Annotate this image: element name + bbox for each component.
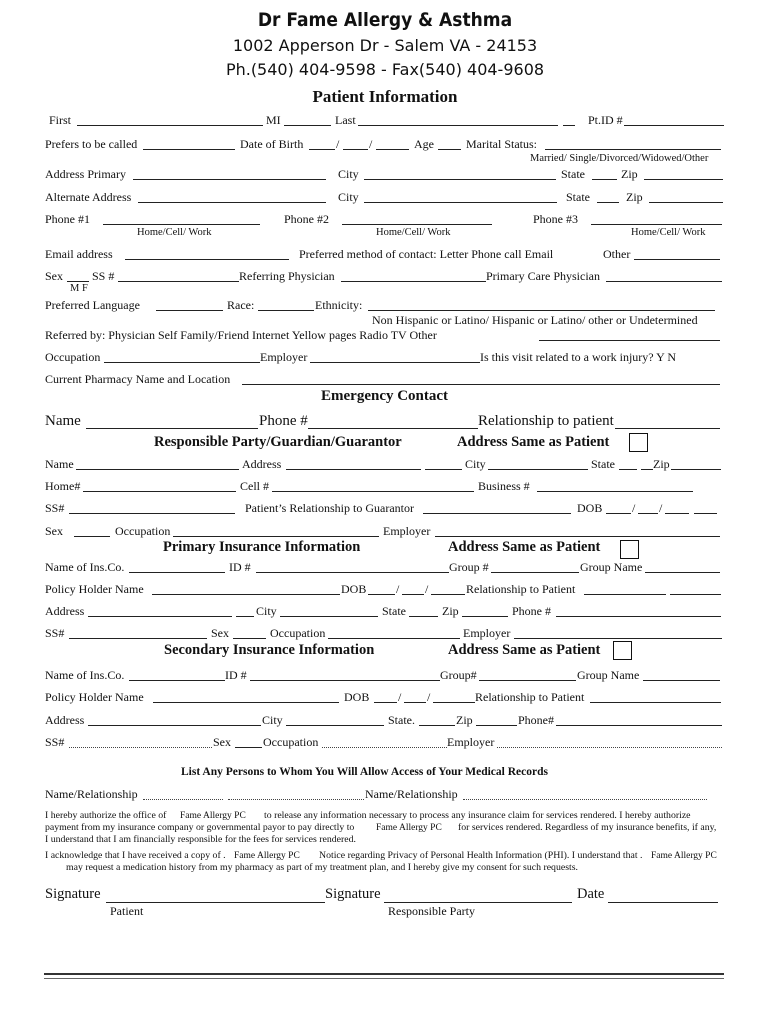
date-field[interactable] bbox=[608, 902, 718, 903]
pri-holder-label: Policy Holder Name bbox=[45, 582, 144, 596]
primary-ins-same-address-label: Address Same as Patient bbox=[448, 539, 601, 555]
pri-zip-label: Zip bbox=[442, 604, 459, 618]
resp-ss-field[interactable] bbox=[69, 513, 235, 514]
resp-zip-lead-field[interactable] bbox=[641, 469, 653, 470]
consent-line1-b: to release any information necessary to process any insurance claim for services rendered. I hereby authorize bbox=[264, 810, 691, 821]
email-field[interactable] bbox=[125, 259, 289, 260]
resp-dob-day-field[interactable] bbox=[638, 513, 658, 514]
resp-dob-slash-2: / bbox=[659, 501, 663, 515]
sec-relationship-field[interactable] bbox=[590, 702, 721, 703]
alternate-address-label: Alternate Address bbox=[45, 190, 132, 204]
consent-line3: I understand that I am financially responsible for the fees for services rendered. bbox=[45, 834, 356, 845]
pri-dob-day-field[interactable] bbox=[402, 594, 424, 595]
resp-home-field[interactable] bbox=[83, 491, 236, 492]
mi-field[interactable] bbox=[284, 125, 331, 126]
pri-employer-field[interactable] bbox=[514, 638, 722, 639]
footer-rule-thin bbox=[44, 978, 724, 979]
pri-id-field[interactable] bbox=[256, 572, 449, 573]
secondary-ins-same-address-checkbox[interactable] bbox=[613, 641, 632, 660]
pri-sex-field[interactable] bbox=[233, 638, 266, 639]
pri-relationship-field[interactable] bbox=[584, 594, 666, 595]
phone2-label: Phone #2 bbox=[284, 212, 329, 226]
dob-day-field[interactable] bbox=[343, 149, 368, 150]
access-title: List Any Persons to Whom You Will Allow Access of Your Medical Records bbox=[181, 766, 548, 778]
consent-line2-a: payment from my insurance company or governmental payor to pay directly to bbox=[45, 822, 355, 833]
practice-phone-fax: Ph.(540) 404-9598 - Fax(540) 404-9608 bbox=[225, 60, 545, 79]
pharmacy-field[interactable] bbox=[242, 384, 720, 385]
race-field[interactable] bbox=[258, 310, 314, 311]
pri-insco-field[interactable] bbox=[129, 572, 225, 573]
resp-home-label: Home# bbox=[45, 479, 81, 493]
pri-dob-label: DOB bbox=[341, 582, 367, 596]
pri-id-label: ID # bbox=[229, 560, 251, 574]
pri-dob-month-field[interactable] bbox=[368, 594, 395, 595]
pri-state-field[interactable] bbox=[409, 616, 438, 617]
ack-practice-1: Fame Allergy PC bbox=[234, 851, 300, 861]
sec-holder-field[interactable] bbox=[153, 702, 339, 703]
consent-practice-2: Fame Allergy PC bbox=[376, 823, 442, 833]
prefers-label: Prefers to be called bbox=[45, 137, 138, 151]
pri-insco-label: Name of Ins.Co. bbox=[45, 560, 125, 574]
ethnicity-label: Ethnicity: bbox=[315, 298, 363, 312]
pri-group-name-label: Group Name bbox=[580, 560, 643, 574]
responsible-title: Responsible Party/Guardian/Guarantor bbox=[154, 434, 402, 450]
phone2-field[interactable] bbox=[342, 224, 492, 225]
dob-slash-2: / bbox=[369, 137, 373, 151]
responsible-same-address-checkbox[interactable] bbox=[629, 433, 648, 452]
zip-field[interactable] bbox=[644, 179, 723, 180]
access-name-rel-field-2[interactable] bbox=[463, 799, 707, 800]
phone3-field[interactable] bbox=[591, 224, 722, 225]
resp-cell-label: Cell # bbox=[240, 479, 269, 493]
resp-relationship-field[interactable] bbox=[423, 513, 571, 514]
age-label: Age bbox=[414, 137, 434, 151]
marital-options: Married/ Single/Divorced/Widowed/Other bbox=[530, 153, 709, 164]
pri-dob-slash-2: / bbox=[425, 582, 429, 596]
pri-holder-field[interactable] bbox=[152, 594, 340, 595]
dob-label: Date of Birth bbox=[240, 137, 304, 151]
responsible-signature-label: Signature bbox=[325, 886, 381, 902]
sec-group-label: Group# bbox=[440, 668, 477, 682]
contact-other-label: Other bbox=[603, 247, 631, 261]
resp-sex-label: Sex bbox=[45, 524, 63, 538]
practice-address: 1002 Apperson Dr - Salem VA - 24153 bbox=[232, 36, 538, 55]
sec-group-name-label: Group Name bbox=[577, 668, 640, 682]
sec-occupation-field[interactable] bbox=[322, 747, 447, 748]
sec-state-label: State. bbox=[388, 713, 415, 727]
sec-state-field[interactable] bbox=[419, 725, 455, 726]
sec-address-label: Address bbox=[45, 713, 85, 727]
resp-address-field[interactable] bbox=[286, 469, 421, 470]
pri-address-extra-field[interactable] bbox=[236, 616, 254, 617]
emergency-relationship-label: Relationship to patient bbox=[478, 413, 614, 429]
sec-employer-label: Employer bbox=[447, 735, 495, 749]
employer-label: Employer bbox=[260, 350, 308, 364]
sec-dob-year-field[interactable] bbox=[433, 702, 475, 703]
date-label: Date bbox=[577, 886, 605, 902]
sec-group-field[interactable] bbox=[479, 680, 576, 681]
sec-dob-label: DOB bbox=[344, 690, 370, 704]
emergency-phone-field[interactable] bbox=[308, 428, 478, 429]
occupation-label: Occupation bbox=[45, 350, 101, 364]
city-field[interactable] bbox=[364, 179, 556, 180]
phone1-label: Phone #1 bbox=[45, 212, 90, 226]
resp-name-label: Name bbox=[45, 457, 74, 471]
pri-group-field[interactable] bbox=[491, 572, 579, 573]
sec-dob-day-field[interactable] bbox=[404, 702, 426, 703]
sec-sex-field[interactable] bbox=[235, 747, 262, 748]
sec-ss-field[interactable] bbox=[69, 747, 212, 748]
pri-relationship-label: Relationship to Patient bbox=[466, 582, 576, 596]
alt-state-label: State bbox=[566, 190, 590, 204]
ack-line2: may request a medication history from my pharmacy as part of my treatment plan, and I hereby give my consent for such requests. bbox=[66, 862, 579, 873]
emergency-relationship-field[interactable] bbox=[615, 428, 720, 429]
sec-dob-slash-1: / bbox=[398, 690, 402, 704]
resp-dob-slash-1: / bbox=[632, 501, 636, 515]
responsible-signature-field[interactable] bbox=[384, 902, 572, 903]
sec-insco-label: Name of Ins.Co. bbox=[45, 668, 125, 682]
alternate-address-field[interactable] bbox=[138, 202, 326, 203]
resp-ss-label: SS# bbox=[45, 501, 65, 515]
pri-ss-label: SS# bbox=[45, 626, 65, 640]
sec-group-name-field[interactable] bbox=[643, 680, 720, 681]
sec-insco-field[interactable] bbox=[129, 680, 225, 681]
pri-ss-field[interactable] bbox=[69, 638, 207, 639]
resp-zip-field[interactable] bbox=[671, 469, 721, 470]
patient-signature-label: Signature bbox=[45, 886, 101, 902]
pri-dob-slash-1: / bbox=[396, 582, 400, 596]
pri-group-name-field[interactable] bbox=[645, 572, 720, 573]
pri-employer-label: Employer bbox=[463, 626, 511, 640]
last-name-suffix-field[interactable] bbox=[563, 125, 575, 126]
sex-options: M F bbox=[70, 283, 88, 294]
resp-dob-month-field[interactable] bbox=[606, 513, 631, 514]
pt-id-label: Pt.ID # bbox=[588, 113, 623, 127]
language-field[interactable] bbox=[156, 310, 223, 311]
pharmacy-label: Current Pharmacy Name and Location bbox=[45, 372, 231, 386]
sec-phone-field[interactable] bbox=[556, 725, 722, 726]
dob-slash-1: / bbox=[336, 137, 340, 151]
language-label: Preferred Language bbox=[45, 298, 140, 312]
contact-other-field[interactable] bbox=[634, 259, 720, 260]
phone1-field[interactable] bbox=[103, 224, 260, 225]
resp-state-label: State bbox=[591, 457, 615, 471]
referring-label: Referring Physician bbox=[239, 269, 335, 283]
address-primary-label: Address Primary bbox=[45, 167, 126, 181]
sec-dob-slash-2: / bbox=[427, 690, 431, 704]
responsible-party-caption: Responsible Party bbox=[388, 904, 475, 918]
sec-sex-label: Sex bbox=[213, 735, 231, 749]
pri-address-field[interactable] bbox=[88, 616, 232, 617]
city-label: City bbox=[338, 167, 359, 181]
ethnicity-options: Non Hispanic or Latino/ Hispanic or Latino/ other or Undetermined bbox=[372, 313, 698, 327]
sec-address-field[interactable] bbox=[88, 725, 261, 726]
alt-city-field[interactable] bbox=[364, 202, 557, 203]
alt-zip-label: Zip bbox=[626, 190, 643, 204]
resp-occupation-label: Occupation bbox=[115, 524, 171, 538]
resp-relationship-label: Patient’s Relationship to Guarantor bbox=[245, 501, 414, 515]
footer-rule-thick bbox=[44, 973, 724, 975]
sec-employer-field[interactable] bbox=[497, 747, 722, 748]
alt-zip-field[interactable] bbox=[649, 202, 723, 203]
work-injury-question: Is this visit related to a work injury? Y N bbox=[480, 350, 677, 364]
prefers-field[interactable] bbox=[143, 149, 235, 150]
pri-state-label: State bbox=[382, 604, 406, 618]
responsible-same-address-label: Address Same as Patient bbox=[457, 434, 610, 450]
emergency-phone-label: Phone # bbox=[259, 413, 308, 429]
ack-line1-a: I acknowledge that I have received a copy of . bbox=[45, 850, 226, 861]
address-primary-field[interactable] bbox=[133, 179, 326, 180]
ethnicity-field[interactable] bbox=[368, 310, 715, 311]
ack-practice-2: Fame Allergy PC bbox=[651, 851, 717, 861]
first-name-field[interactable] bbox=[77, 125, 263, 126]
state-field[interactable] bbox=[592, 179, 617, 180]
pri-sex-label: Sex bbox=[211, 626, 229, 640]
sec-city-label: City bbox=[262, 713, 283, 727]
sec-city-field[interactable] bbox=[286, 725, 384, 726]
access-name-rel-label-1: Name/Relationship bbox=[45, 787, 138, 801]
pri-phone-label: Phone # bbox=[512, 604, 551, 618]
resp-employer-field[interactable] bbox=[435, 536, 720, 537]
patient-caption: Patient bbox=[110, 904, 144, 918]
pri-occupation-label: Occupation bbox=[270, 626, 326, 640]
emergency-name-field[interactable] bbox=[86, 428, 258, 429]
primary-ins-title: Primary Insurance Information bbox=[163, 539, 361, 555]
pri-city-field[interactable] bbox=[280, 616, 378, 617]
referring-field[interactable] bbox=[341, 281, 486, 282]
mi-label: MI bbox=[266, 113, 281, 127]
sex-field[interactable] bbox=[67, 281, 89, 282]
dob-month-field[interactable] bbox=[309, 149, 335, 150]
phone3-label: Phone #3 bbox=[533, 212, 578, 226]
patient-signature-field[interactable] bbox=[106, 902, 325, 903]
sec-dob-month-field[interactable] bbox=[374, 702, 397, 703]
race-label: Race: bbox=[227, 298, 255, 312]
sec-ss-label: SS# bbox=[45, 735, 65, 749]
state-label: State bbox=[561, 167, 585, 181]
secondary-ins-title: Secondary Insurance Information bbox=[164, 642, 375, 658]
sec-relationship-label: Relationship to Patient bbox=[475, 690, 585, 704]
resp-city-field[interactable] bbox=[488, 469, 588, 470]
resp-business-field[interactable] bbox=[537, 491, 693, 492]
zip-label: Zip bbox=[621, 167, 638, 181]
primary-ins-same-address-checkbox[interactable] bbox=[620, 540, 639, 559]
sec-zip-label: Zip bbox=[456, 713, 473, 727]
pri-zip-field[interactable] bbox=[462, 616, 508, 617]
sec-zip-field[interactable] bbox=[476, 725, 517, 726]
referred-by-options: Referred by: Physician Self Family/Friend Internet Yellow pages Radio TV Other bbox=[45, 328, 437, 342]
alt-city-label: City bbox=[338, 190, 359, 204]
marital-field[interactable] bbox=[545, 149, 721, 150]
emergency-title: Emergency Contact bbox=[321, 388, 449, 404]
pri-group-label: Group # bbox=[449, 560, 489, 574]
resp-sex-field[interactable] bbox=[74, 536, 110, 537]
resp-dob-extra-field[interactable] bbox=[694, 513, 717, 514]
ss-label: SS # bbox=[92, 269, 115, 283]
consent-line2-b: for services rendered. Regardless of my insurance benefits, if any, bbox=[458, 822, 717, 833]
alt-state-field[interactable] bbox=[597, 202, 619, 203]
ack-line1-b: Notice regarding Privacy of Personal Health Information (PHI). I understand that . bbox=[319, 850, 643, 861]
resp-dob-label: DOB bbox=[577, 501, 603, 515]
email-label: Email address bbox=[45, 247, 113, 261]
consent-practice-1: Fame Allergy PC bbox=[180, 811, 246, 821]
access-name-rel-field-1a[interactable] bbox=[143, 799, 223, 800]
pri-city-label: City bbox=[256, 604, 277, 618]
phone2-type: Home/Cell/ Work bbox=[376, 227, 451, 238]
access-name-rel-field-1b[interactable] bbox=[228, 799, 364, 800]
resp-city-label: City bbox=[465, 457, 486, 471]
phone3-type: Home/Cell/ Work bbox=[631, 227, 706, 238]
access-name-rel-label-2: Name/Relationship bbox=[365, 787, 458, 801]
pri-dob-year-field[interactable] bbox=[431, 594, 465, 595]
primary-care-label: Primary Care Physician bbox=[486, 269, 600, 283]
occupation-field[interactable] bbox=[104, 362, 260, 363]
resp-state-field[interactable] bbox=[619, 469, 637, 470]
resp-address-label: Address bbox=[242, 457, 282, 471]
pri-occupation-field[interactable] bbox=[328, 638, 460, 639]
pri-address-label: Address bbox=[45, 604, 85, 618]
ss-field[interactable] bbox=[118, 281, 239, 282]
primary-care-field[interactable] bbox=[606, 281, 722, 282]
sec-id-label: ID # bbox=[225, 668, 247, 682]
resp-occupation-field[interactable] bbox=[173, 536, 379, 537]
emergency-name-label: Name bbox=[45, 413, 81, 429]
employer-field[interactable] bbox=[310, 362, 480, 363]
last-name-field[interactable] bbox=[358, 125, 558, 126]
secondary-ins-same-address-label: Address Same as Patient bbox=[448, 642, 601, 658]
sex-label: Sex bbox=[45, 269, 63, 283]
resp-cell-field[interactable] bbox=[272, 491, 474, 492]
consent-line1-a: I hereby authorize the office of bbox=[45, 810, 167, 821]
phone1-type: Home/Cell/ Work bbox=[137, 227, 212, 238]
first-name-label: First bbox=[49, 113, 72, 127]
pt-id-field[interactable] bbox=[624, 125, 724, 126]
form-title: Patient Information bbox=[312, 87, 458, 106]
resp-name-field[interactable] bbox=[76, 469, 239, 470]
practice-name: Dr Fame Allergy & Asthma bbox=[257, 9, 513, 31]
marital-label: Marital Status: bbox=[466, 137, 537, 151]
resp-dob-year-field[interactable] bbox=[665, 513, 689, 514]
resp-employer-label: Employer bbox=[383, 524, 431, 538]
sec-phone-label: Phone# bbox=[518, 713, 554, 727]
sec-id-field[interactable] bbox=[250, 680, 440, 681]
dob-year-field[interactable] bbox=[376, 149, 409, 150]
referred-other-field[interactable] bbox=[539, 340, 720, 341]
age-field[interactable] bbox=[438, 149, 461, 150]
resp-zip-label: Zip bbox=[653, 457, 670, 471]
pri-phone-field[interactable] bbox=[556, 616, 721, 617]
sec-occupation-label: Occupation bbox=[263, 735, 319, 749]
pri-relationship-extra-field[interactable] bbox=[670, 594, 721, 595]
last-name-label: Last bbox=[335, 113, 356, 127]
resp-address-extra-field[interactable] bbox=[425, 469, 462, 470]
resp-business-label: Business # bbox=[478, 479, 530, 493]
sec-holder-label: Policy Holder Name bbox=[45, 690, 144, 704]
contact-method-label: Preferred method of contact: Letter Phone call Email bbox=[299, 247, 554, 261]
